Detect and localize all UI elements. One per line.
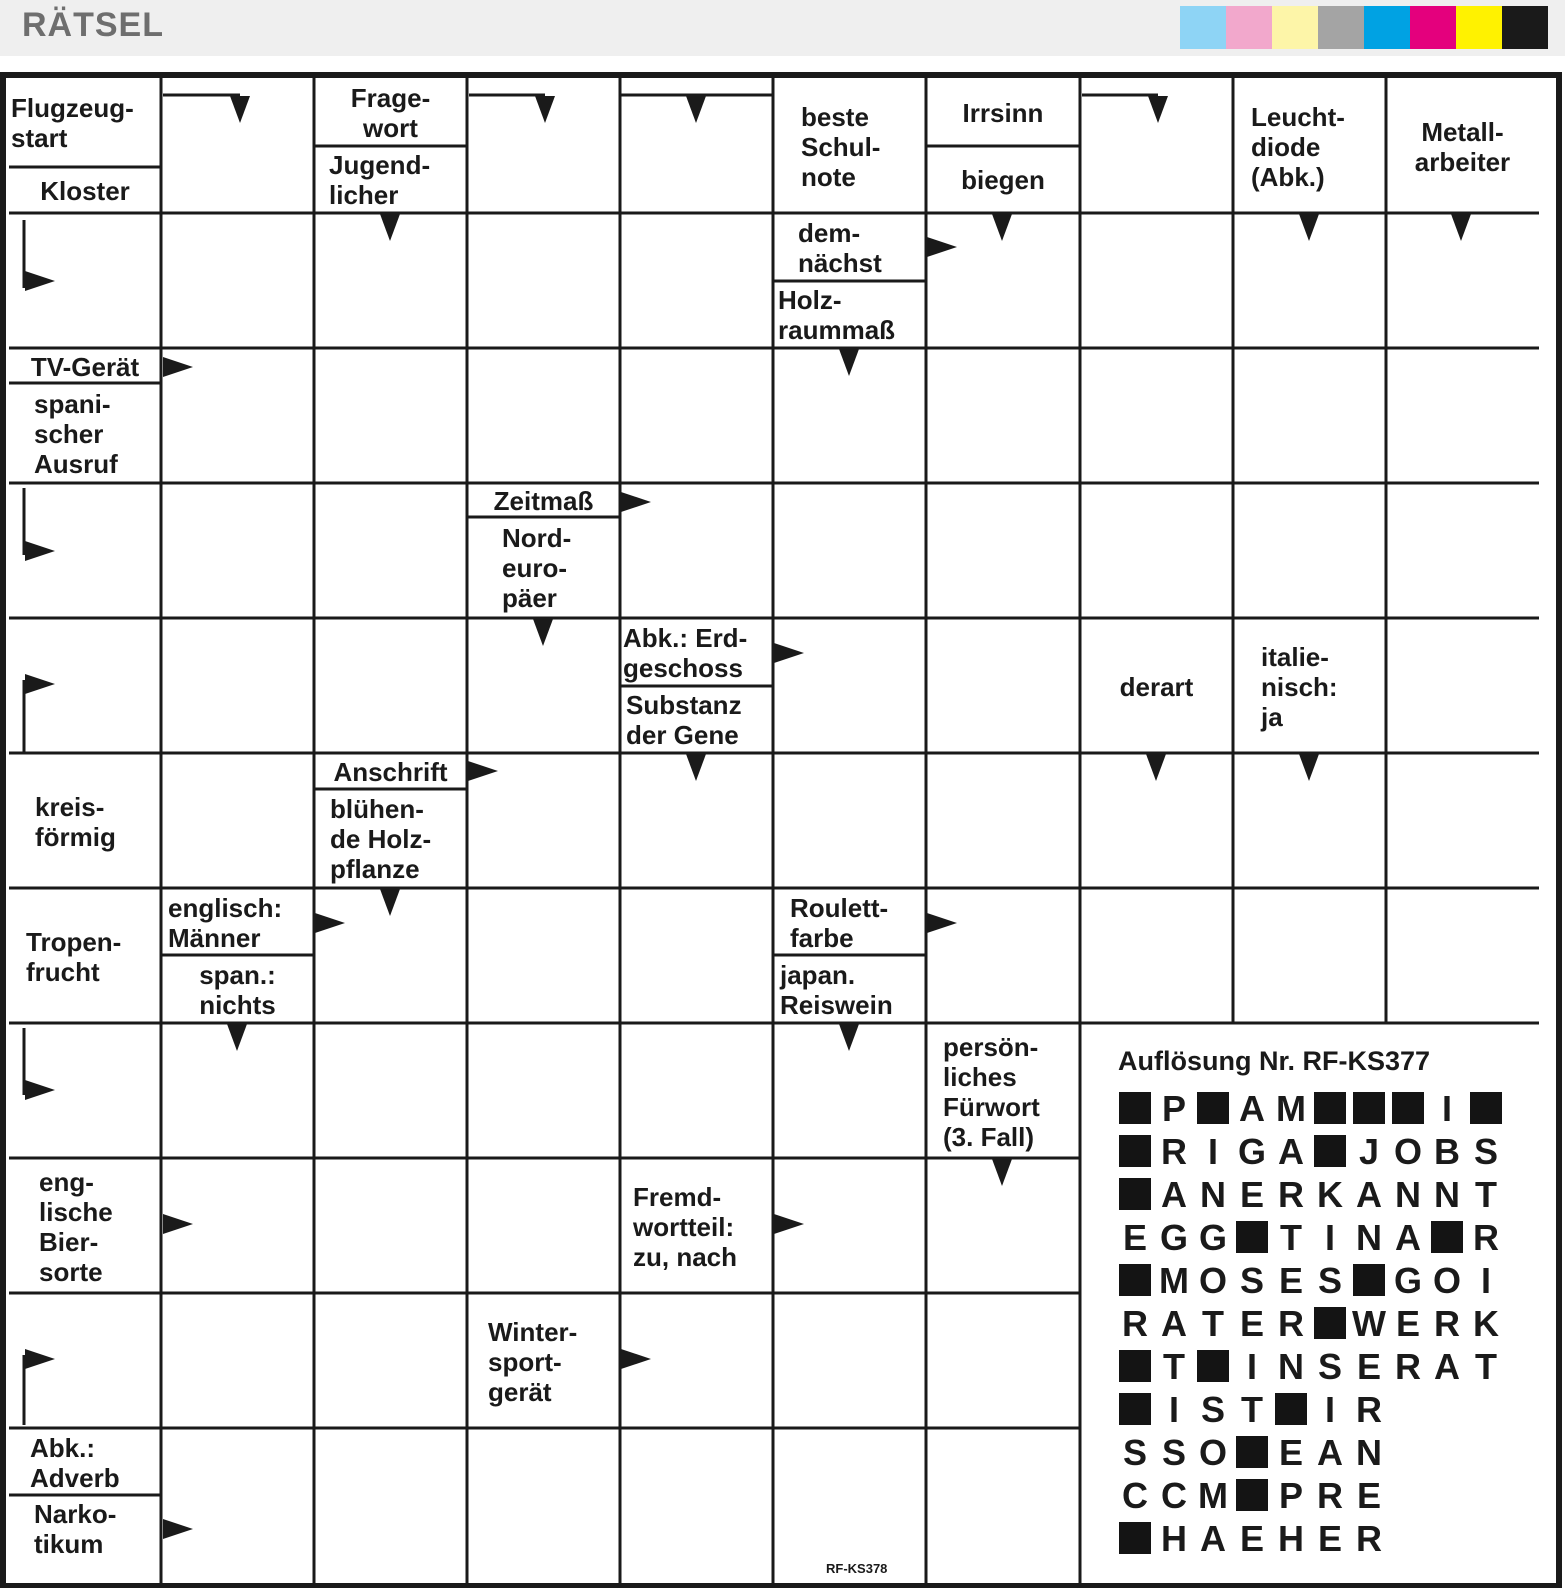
clue-text: italie- nisch: ja: [1261, 641, 1338, 732]
solution-letter: E: [1317, 1518, 1342, 1559]
clue-nordeuropaeer: [467, 518, 620, 618]
solution-letter: R: [1473, 1217, 1499, 1258]
solution-letter: E: [1278, 1432, 1303, 1473]
solution-black-square: [1235, 1434, 1269, 1472]
clue-tv-geraet: [9, 350, 161, 383]
black-square-icon: [1236, 1479, 1268, 1511]
solution-black-square: [1352, 1090, 1386, 1128]
clue-text: beste Schul- note: [801, 101, 881, 192]
clue-anschrift: [314, 755, 467, 789]
solution-black-square: [1118, 1090, 1152, 1128]
solution-black-square: [1235, 1219, 1269, 1257]
solution-letter: A: [1161, 1303, 1187, 1344]
clue-text: Leucht- diode (Abk.): [1251, 101, 1345, 192]
clue-bluehende-holzpflanze: [314, 790, 467, 888]
solution-letter: G: [1393, 1260, 1422, 1301]
solution-letter: O: [1198, 1432, 1227, 1473]
clue-text: Kloster: [40, 175, 130, 206]
clue-text: Tropen- frucht: [26, 926, 122, 987]
clue-fragewort: [314, 80, 467, 146]
clue-text: span.: nichts: [199, 959, 276, 1020]
clue-text: Roulett- farbe: [790, 892, 889, 953]
clue-roulettfarbe: [773, 890, 926, 955]
clue-erdgeschoss: [620, 620, 773, 686]
solution-letter: R: [1278, 1174, 1304, 1215]
clue-narkotikum: [9, 1496, 161, 1562]
solution-letter: I: [1324, 1217, 1335, 1258]
solution-letter: E: [1239, 1174, 1264, 1215]
clue-substanz: [620, 687, 773, 753]
solution-letter: M: [1198, 1475, 1228, 1516]
solution-letter: T: [1475, 1174, 1497, 1215]
clue-englisch-maenner: [161, 890, 314, 955]
solution-black-square: [1469, 1090, 1503, 1128]
solution-letter: A: [1239, 1088, 1265, 1129]
clue-italienisch-ja: [1233, 620, 1386, 753]
black-square-icon: [1119, 1522, 1151, 1554]
solution-letter: G: [1198, 1217, 1227, 1258]
black-square-icon: [1119, 1092, 1151, 1124]
clue-text: TV-Gerät: [30, 351, 140, 382]
solution-letter: M: [1159, 1260, 1189, 1301]
clue-text: japan. Reiswein: [780, 959, 893, 1020]
black-square-icon: [1197, 1092, 1229, 1124]
solution-black-square: [1118, 1348, 1152, 1386]
clue-biegen: [926, 147, 1080, 213]
clue-text: Fremd- wortteil: zu, nach: [633, 1181, 738, 1272]
solution-letter: N: [1395, 1174, 1421, 1215]
solution-black-square: [1430, 1219, 1464, 1257]
solution-black-square: [1313, 1133, 1347, 1171]
solution-letter: T: [1280, 1217, 1302, 1258]
solution-letter: C: [1122, 1475, 1148, 1516]
solution-letter: E: [1122, 1217, 1147, 1258]
solution-black-square: [1352, 1262, 1386, 1300]
clue-tropenfrucht: [9, 890, 161, 1023]
clue-text: Holz- raummaß: [778, 285, 896, 345]
solution-letter: A: [1317, 1432, 1343, 1473]
clue-kreisfoermig: [9, 755, 161, 888]
solution-letter: A: [1161, 1174, 1187, 1215]
solution-letter: S: [1122, 1432, 1147, 1473]
solution-letter: O: [1198, 1260, 1227, 1301]
solution-letter: R: [1317, 1475, 1343, 1516]
solution-letter: S: [1317, 1260, 1342, 1301]
solution-letter: A: [1356, 1174, 1382, 1215]
clue-text: Zeitmaß: [493, 486, 594, 516]
clue-japan-reiswein: [773, 956, 926, 1023]
solution-letter: S: [1317, 1346, 1342, 1387]
clue-derart: [1080, 620, 1233, 753]
clue-text: Nord- euro- päer: [502, 523, 572, 613]
solution-letter: T: [1202, 1303, 1224, 1344]
clue-persoenliches-fuerwort: [926, 1025, 1080, 1158]
black-square-icon: [1470, 1092, 1502, 1124]
clue-irrsinn: [926, 80, 1080, 146]
solution-letter: S: [1161, 1432, 1186, 1473]
solution-black-square: [1118, 1176, 1152, 1214]
clue-text: englisch: Männer: [168, 892, 283, 953]
clue-span-nichts: [161, 956, 314, 1023]
solution-letter: K: [1473, 1303, 1499, 1344]
black-square-icon: [1119, 1350, 1151, 1382]
clue-text: Abk.: Adverb: [30, 1432, 120, 1493]
black-square-icon: [1314, 1307, 1346, 1339]
clue-zeitmass: [467, 485, 620, 517]
solution-letter: N: [1434, 1174, 1460, 1215]
solution-letter: R: [1356, 1389, 1382, 1430]
clue-text: Irrsinn: [962, 98, 1044, 128]
solution-black-square: [1235, 1477, 1269, 1515]
solution-black-square: [1274, 1391, 1308, 1429]
clue-text: Winter- sport- gerät: [488, 1316, 578, 1407]
clue-text: Anschrift: [333, 757, 448, 787]
solution-black-square: [1118, 1391, 1152, 1429]
solution-letter: R: [1356, 1518, 1382, 1559]
solution-letter: W: [1352, 1303, 1386, 1344]
clue-jugendlicher: [314, 147, 467, 213]
solution-letter: M: [1276, 1088, 1306, 1129]
solution-letter: I: [1480, 1260, 1491, 1301]
solution-letter: R: [1278, 1303, 1304, 1344]
solution-letter: G: [1237, 1131, 1266, 1172]
solution-letter: S: [1473, 1131, 1498, 1172]
solution-letter: E: [1356, 1475, 1381, 1516]
clue-spanischer-ausruf: [9, 384, 161, 483]
solution-black-square: [1196, 1348, 1230, 1386]
black-square-icon: [1119, 1135, 1151, 1167]
solution-letter: B: [1434, 1131, 1460, 1172]
solution-letter: T: [1475, 1346, 1497, 1387]
solution-letter: T: [1163, 1346, 1185, 1387]
solution-letter: R: [1395, 1346, 1421, 1387]
clue-wintersportgeraet: [467, 1295, 620, 1428]
solution-letter: H: [1278, 1518, 1304, 1559]
black-square-icon: [1197, 1350, 1229, 1382]
solution-letter: E: [1239, 1303, 1264, 1344]
solution-letter: I: [1168, 1389, 1179, 1430]
solution-letter: A: [1200, 1518, 1226, 1559]
solution-letter: I: [1207, 1131, 1218, 1172]
clue-text: persön- liches Fürwort (3. Fall): [943, 1031, 1040, 1152]
solution-letter: A: [1434, 1346, 1460, 1387]
solution-black-square: [1118, 1262, 1152, 1300]
solution-black-square: [1313, 1090, 1347, 1128]
clue-englische-biersorte: [9, 1160, 161, 1293]
black-square-icon: [1119, 1393, 1151, 1425]
solution-letter: G: [1159, 1217, 1188, 1258]
clue-text: Substanz der Gene: [626, 690, 742, 750]
solution-black-square: [1196, 1090, 1230, 1128]
solution-letter: I: [1324, 1389, 1335, 1430]
solution-letter: N: [1278, 1346, 1304, 1387]
black-square-icon: [1353, 1092, 1385, 1124]
solution-letter: S: [1239, 1260, 1264, 1301]
black-square-icon: [1236, 1221, 1268, 1253]
solution-letter: E: [1356, 1346, 1381, 1387]
solution-title: Auflösung Nr. RF-KS377: [1118, 1046, 1431, 1076]
clue-beste-schulnote: [773, 80, 926, 213]
puzzle-code: RF-KS378: [826, 1561, 888, 1576]
black-square-icon: [1392, 1092, 1424, 1124]
solution-black-square: [1118, 1520, 1152, 1558]
black-square-icon: [1119, 1178, 1151, 1210]
solution-letter: O: [1432, 1260, 1461, 1301]
solution-letter: S: [1200, 1389, 1225, 1430]
solution-letter: E: [1395, 1303, 1420, 1344]
black-square-icon: [1431, 1221, 1463, 1253]
clue-holzraummass: [773, 282, 926, 348]
clue-text: biegen: [961, 165, 1045, 195]
solution-letter: K: [1317, 1174, 1343, 1215]
clue-text: kreis- förmig: [35, 791, 116, 852]
clue-kloster: [9, 168, 161, 213]
black-square-icon: [1275, 1393, 1307, 1425]
clue-text: eng- lische Bier- sorte: [39, 1166, 113, 1287]
clue-text: derart: [1119, 671, 1194, 702]
solution-black-square: [1118, 1133, 1152, 1171]
solution-black-square: [1313, 1305, 1347, 1343]
solution-letter: O: [1393, 1131, 1422, 1172]
solution-letter: T: [1241, 1389, 1263, 1430]
solution-letter: E: [1239, 1518, 1264, 1559]
clue-fremdwortteil: [620, 1160, 773, 1293]
clue-text: Abk.: Erd- geschoss: [623, 623, 748, 683]
page-title: RÄTSEL: [22, 6, 164, 44]
solution-letter: E: [1278, 1260, 1303, 1301]
clue-text: spani- scher Ausruf: [34, 388, 118, 479]
solution-letter: J: [1358, 1131, 1380, 1172]
solution-letter: P: [1278, 1475, 1303, 1516]
black-square-icon: [1119, 1264, 1151, 1296]
solution-letter: A: [1395, 1217, 1421, 1258]
clue-text: Narko- tikum: [34, 1499, 117, 1559]
solution-letter: N: [1200, 1174, 1226, 1215]
clue-text: Frage- wort: [350, 83, 431, 143]
solution-letter: N: [1356, 1432, 1382, 1473]
clue-text: Metall- arbeiter: [1414, 116, 1511, 177]
clue-text: blühen- de Holz- pflanze: [330, 794, 432, 884]
solution-letter: I: [1441, 1088, 1452, 1129]
black-square-icon: [1314, 1092, 1346, 1124]
solution-black-square: [1391, 1090, 1425, 1128]
solution-letter: A: [1278, 1131, 1304, 1172]
clue-metallarbeiter: [1386, 80, 1539, 213]
black-square-icon: [1314, 1135, 1346, 1167]
clue-leuchtdiode: [1233, 80, 1386, 213]
solution-letter: R: [1161, 1131, 1187, 1172]
solution-letter: N: [1356, 1217, 1382, 1258]
solution-letter: I: [1246, 1346, 1257, 1387]
clue-abk-adverb: [9, 1430, 161, 1495]
solution-letter: R: [1122, 1303, 1148, 1344]
solution-letter: H: [1161, 1518, 1187, 1559]
clue-text: Flugzeug- start: [11, 93, 134, 153]
solution-letter: R: [1434, 1303, 1460, 1344]
clue-text: dem- nächst: [798, 218, 882, 278]
clue-flugzeugstart: [9, 80, 161, 166]
clue-text: Jugend- licher: [329, 150, 431, 210]
black-square-icon: [1353, 1264, 1385, 1296]
black-square-icon: [1236, 1436, 1268, 1468]
clue-demnaechst: [773, 215, 926, 281]
solution-letter: P: [1161, 1088, 1186, 1129]
solution-letter: C: [1161, 1475, 1187, 1516]
